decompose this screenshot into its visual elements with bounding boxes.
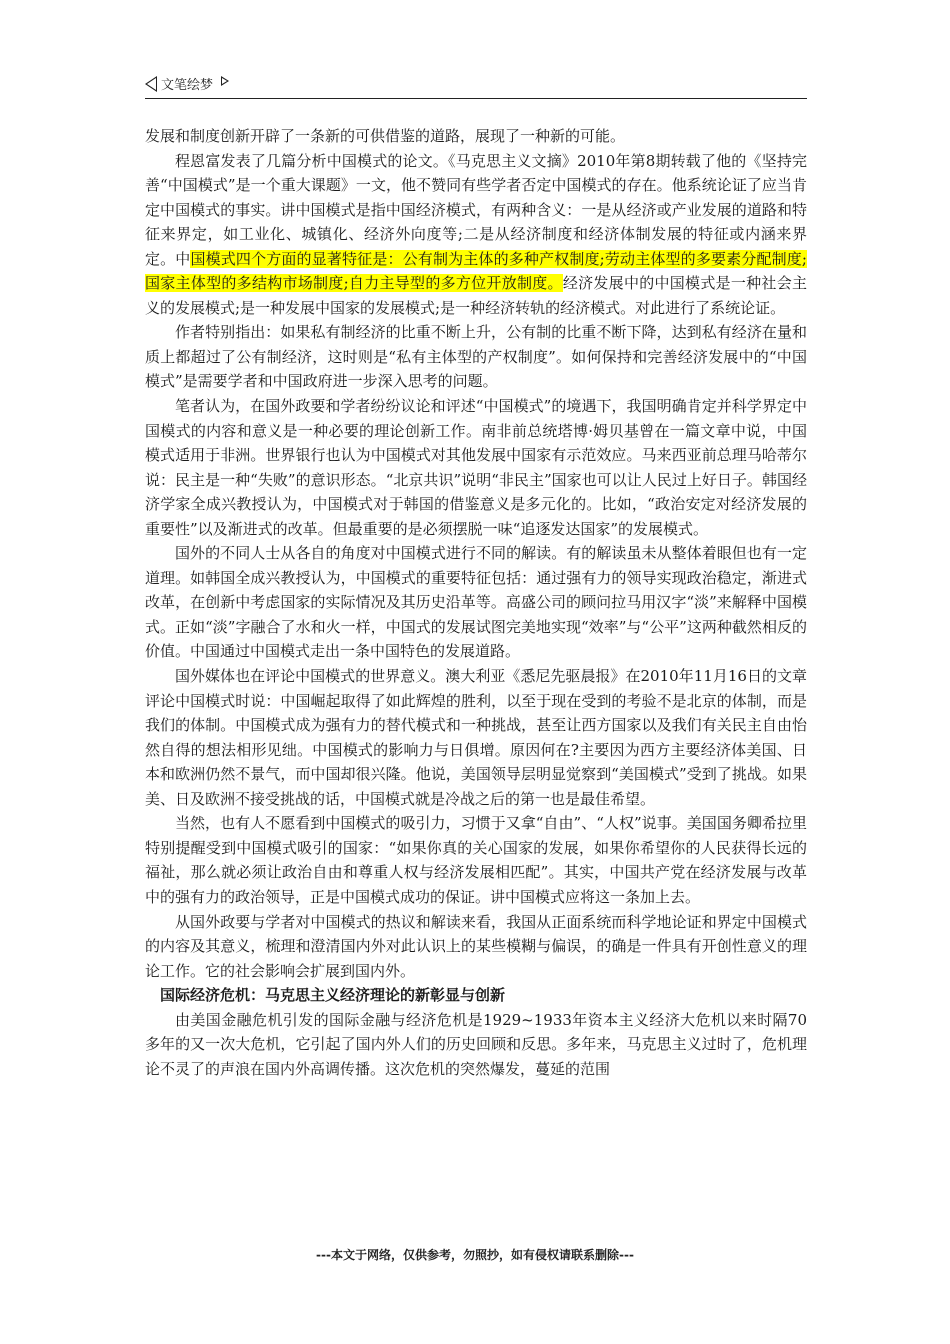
paragraph: 当然，也有人不愿看到中国模式的吸引力，习惯于又拿“自由”、“人权”说事。美国国务卿希拉里特别提醒受到中国模式吸引的国家：“如果你真的关心国家的发展，如果你希望你的人民获得长远的福祉，那么就必须让政治自由和尊重人权与经济发展相匹配”。其实，中国共产党在经济发展与改革中的强有力的政治领导，正是中国模式成功的保证。讲中国模式应将这一条加上去。: [145, 814, 807, 906]
paragraph-cheng-enfu: [145, 149, 807, 321]
paragraph: 笔者认为，在国外政要和学者纷纷议论和评述“中国模式”的境遇下，我国明确肯定并科学界定中国模式的内容和意义是一种必要的理论创新工作。南非前总统塔博·姆贝基曾在一篇文章中说，中国模式适用于非洲。世界银行也认为中国模式对其他发展中国家有示范效应。马来西亚前总理马哈蒂尔说：民主是一种“失败”的意识形态。“北京共识”说明“非民主”国家也可以让人民过上好日子。韩国经济学家全成兴教授认为，中国模式对于韩国的借鉴意义是多元化的。比如，“政治安定对经济发展的重要性”以及渐进式的改革。但最重要的是必须摆脱一味“追逐发达国家”的发展模式。: [145, 397, 807, 538]
header-brand: [145, 74, 229, 93]
brand-text: 文笔绘梦: [161, 78, 214, 93]
highlighted-text: 国模式四个方面的显著特征是：公有制为主体的多种产权制度;劳动主体型的多要素分配制度;国家主体型的多结构市场制度;自力主导型的多方位开放制度。: [145, 249, 807, 293]
paragraph-text: 程恩富发表了几篇分析中国模式的论文。《马克思主义文摘》2010年第8期转载了他的《坚持完善“中国模式”是一个重大课题》一文，他不赞同有些学者否定中国模式的存在。他系统论证了应当肯定中国模式的事实。讲中国模式是指中国经济模式，有两种含义：一是从经济或产业发展的道路和特征来界定，如工业化、城镇化、经济外向度等;二是从经济制度和经济体制发展的特征或内涵来界定。中: [145, 151, 807, 268]
document-body: [145, 124, 807, 1081]
page-footer: ---本文于网络，仅供参考，勿照抄，如有侵权请联系删除---: [316, 1248, 634, 1262]
paragraph-text: 经济发展中的中国模式是一种社会主义的发展模式;是一种发展中国家的发展模式;是一种经济转轨的经济模式。对此进行了系统论证。: [145, 274, 807, 317]
paragraph: 国外的不同人士从各自的角度对中国模式进行不同的解读。有的解读虽未从整体着眼但也有一定道理。如韩国全成兴教授认为，中国模式的重要特征包括：通过强有力的领导实现政治稳定，渐进式改革，在创新中考虑国家的实际情况及其历史沿革等。高盛公司的顾问拉马用汉字“淡”来解释中国模式。正如“淡”字融合了水和火一样，中国式的发展试图完美地实现“效率”与“公平”这两种截然相反的价值。中国通过中国模式走出一条中国特色的发展道路。: [145, 544, 807, 661]
section-heading: 国际经济危机：马克思主义经济理论的新彰显与创新: [160, 986, 506, 1005]
paragraph: 作者特别指出：如果私有制经济的比重不断上升，公有制的比重不断下降，达到私有经济在量和质上都超过了公有制经济，这时则是“私有主体型的产权制度”。如何保持和完善经济发展中的“中国模式”是需要学者和中国政府进一步深入思考的问题。: [145, 323, 807, 391]
paragraph-continuation: 发展和制度创新开辟了一条新的可供借鉴的道路，展现了一种新的可能。: [145, 127, 626, 145]
paragraph: 从国外政要与学者对中国模式的热议和解读来看，我国从正面系统而科学地论证和界定中国模式的内容及其意义，梳理和澄清国内外对此认识上的某些模糊与偏误，的确是一件具有开创性意义的理论工作。它的社会影响会扩展到国内外。: [145, 912, 807, 980]
paragraph: 国外媒体也在评论中国模式的世界意义。澳大利亚《悉尼先驱晨报》在2010年11月16日的文章评论中国模式时说：中国崛起取得了如此辉煌的胜利，以至于现在受到的考验不是北京的体制，而是我们的体制。中国模式成为强有力的替代模式和一种挑战，甚至让西方国家以及我们有关民主自由怡然自得的想法相形见绌。中国模式的影响力与日俱增。原因何在?主要因为西方主要经济体美国、日本和欧洲仍然不景气，而中国却很兴隆。他说，美国领导层明显觉察到“美国模式”受到了挑战。如果美、日及欧洲不接受挑战的话，中国模式就是冷战之后的第一也是最佳希望。: [145, 667, 807, 808]
paragraph: 由美国金融危机引发的国际金融与经济危机是1929~1933年资本主义经济大危机以来时隔70多年的又一次大危机，它引起了国内外人们的历史回顾和反思。多年来，马克思主义过时了，危机理论不灵了的声浪在国内外高调传播。这次危机的突然爆发，蔓延的范围: [145, 1010, 807, 1078]
page-header: [145, 72, 807, 99]
triangle-right-icon: [221, 76, 229, 86]
triangle-left-icon: [145, 76, 157, 92]
